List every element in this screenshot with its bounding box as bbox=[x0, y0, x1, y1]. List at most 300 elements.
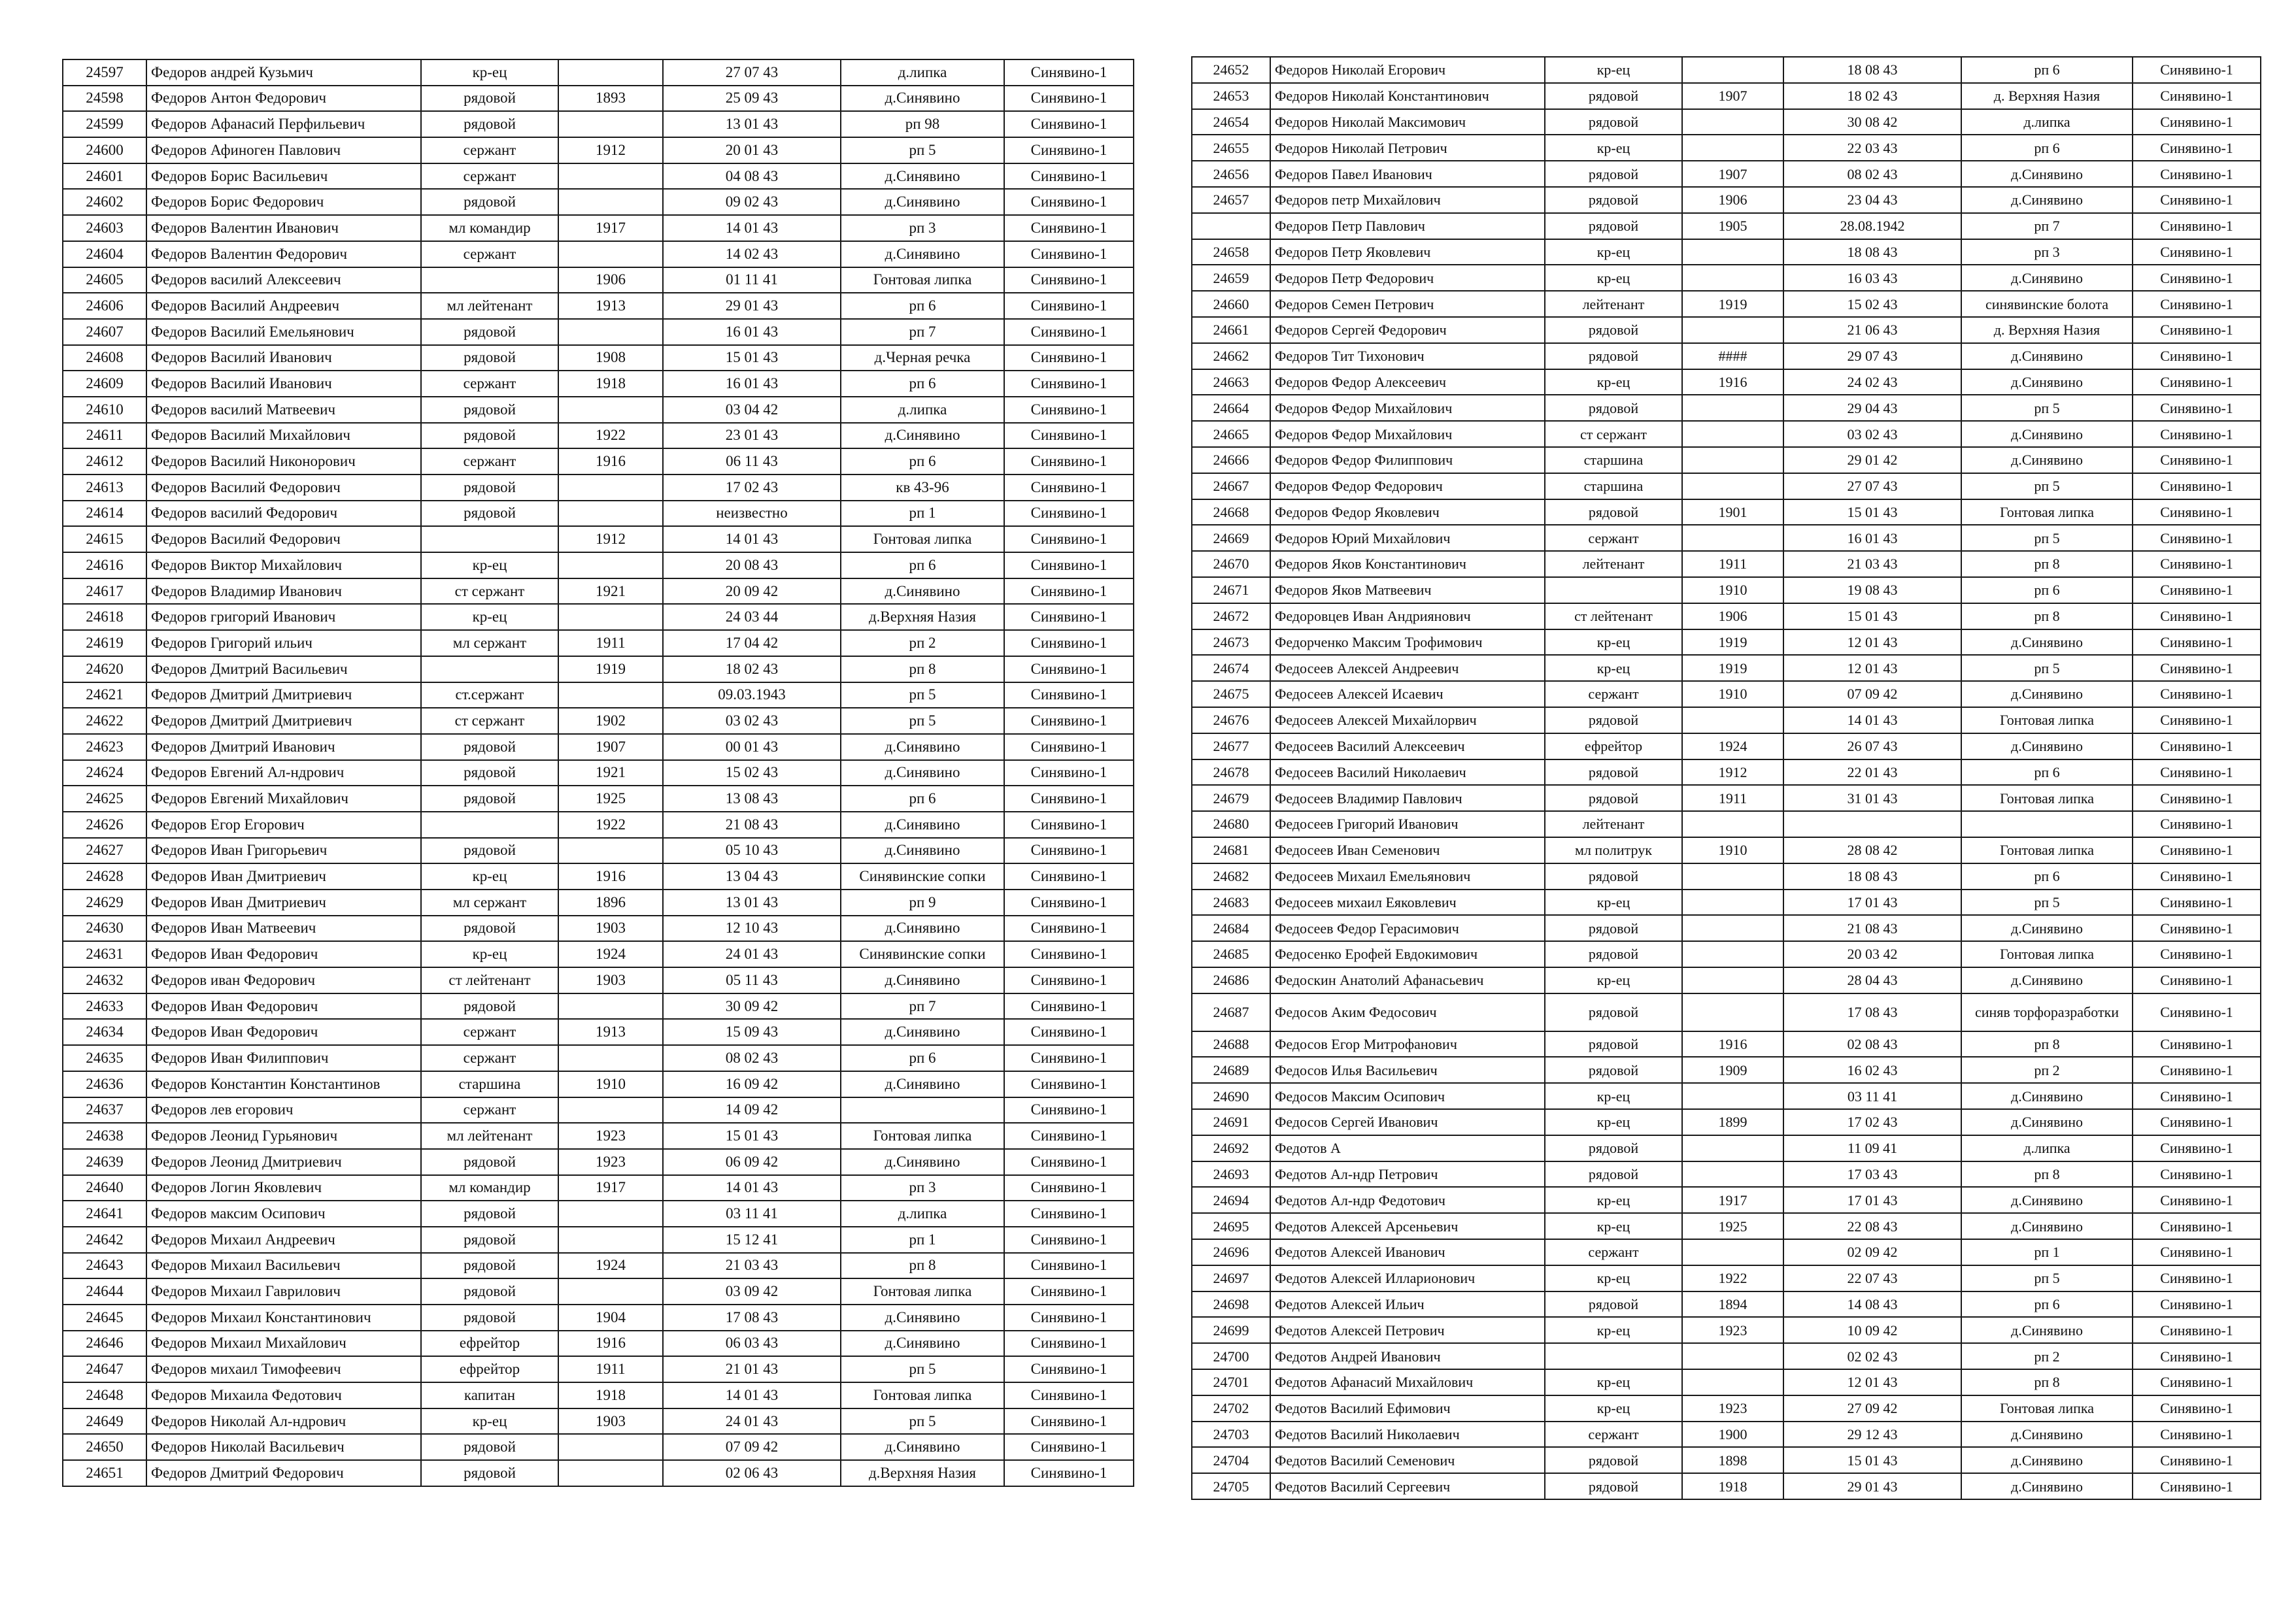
burial-place-cell: синявинские болота bbox=[1961, 291, 2133, 317]
table-row bbox=[1192, 863, 2261, 890]
burial-place-cell: д.Синявино bbox=[841, 1305, 1004, 1331]
table-row bbox=[1192, 395, 2261, 421]
table-row bbox=[63, 786, 1134, 812]
burial-place-cell: д.Синявино bbox=[1961, 369, 2133, 395]
table-row bbox=[1192, 1031, 2261, 1057]
full-name-cell: Федоров василий Алексеевич bbox=[146, 267, 421, 293]
birth-year-cell: 1919 bbox=[1682, 629, 1783, 656]
memorial-cell: Синявино-1 bbox=[2133, 369, 2261, 395]
record-number-cell: 24637 bbox=[63, 1097, 146, 1124]
death-date-cell: 15 01 43 bbox=[1783, 1447, 1961, 1473]
burial-place-cell: рп 5 bbox=[841, 137, 1004, 163]
birth-year-cell: 1907 bbox=[1682, 161, 1783, 187]
death-date-cell: 29 07 43 bbox=[1783, 343, 1961, 369]
birth-year-cell: 1910 bbox=[1682, 681, 1783, 707]
memorial-cell: Синявино-1 bbox=[1004, 916, 1134, 942]
full-name-cell: Федоров Егор Егорович bbox=[146, 812, 421, 838]
burial-place-cell: д. Верхняя Назия bbox=[1961, 83, 2133, 109]
burial-place-cell: рп 1 bbox=[1961, 1239, 2133, 1265]
birth-year-cell: 1911 bbox=[1682, 785, 1783, 811]
birth-year-cell bbox=[558, 552, 663, 578]
burial-place-cell: рп 3 bbox=[1961, 239, 2133, 265]
rank-cell: рядовой bbox=[421, 1278, 558, 1305]
full-name-cell: Федоров максим Осипович bbox=[146, 1201, 421, 1227]
table-row bbox=[63, 1149, 1134, 1175]
memorial-cell: Синявино-1 bbox=[2133, 1265, 2261, 1291]
burial-place-cell: д.Синявино bbox=[1961, 915, 2133, 941]
death-date-cell: 30 09 42 bbox=[663, 993, 841, 1020]
birth-year-cell bbox=[1682, 915, 1783, 941]
birth-year-cell bbox=[1682, 707, 1783, 733]
death-date-cell: 19 08 43 bbox=[1783, 577, 1961, 603]
death-date-cell: 18 02 43 bbox=[1783, 83, 1961, 109]
memorial-cell: Синявино-1 bbox=[1004, 345, 1134, 371]
birth-year-cell: 1917 bbox=[558, 1175, 663, 1201]
burial-place-cell: д.Синявино bbox=[1961, 733, 2133, 759]
full-name-cell: Федоров Василий Никонорович bbox=[146, 448, 421, 475]
table-row bbox=[63, 189, 1134, 215]
death-date-cell: 14 09 42 bbox=[663, 1097, 841, 1124]
birth-year-cell: #### bbox=[1682, 343, 1783, 369]
birth-year-cell: 1910 bbox=[558, 1071, 663, 1097]
rank-cell: мл лейтенант bbox=[421, 293, 558, 319]
memorial-cell: Синявино-1 bbox=[2133, 317, 2261, 343]
death-date-cell: 29 01 43 bbox=[1783, 1473, 1961, 1499]
table-row bbox=[63, 501, 1134, 527]
memorial-cell: Синявино-1 bbox=[2133, 733, 2261, 759]
rank-cell: кр-ец bbox=[421, 863, 558, 890]
table-row bbox=[63, 1227, 1134, 1253]
full-name-cell: Федоровцев Иван Андриянович bbox=[1270, 603, 1545, 629]
record-number-cell: 24635 bbox=[63, 1045, 146, 1071]
rank-cell: рядовой bbox=[421, 838, 558, 864]
table-row bbox=[63, 916, 1134, 942]
full-name-cell: Федорченко Максим Трофимович bbox=[1270, 629, 1545, 656]
birth-year-cell bbox=[558, 1201, 663, 1227]
burial-place-cell: д. Верхняя Назия bbox=[1961, 317, 2133, 343]
memorial-cell: Синявино-1 bbox=[2133, 239, 2261, 265]
death-date-cell: 21 08 43 bbox=[663, 812, 841, 838]
burial-place-cell: д.Верхняя Назия bbox=[841, 604, 1004, 630]
table-row bbox=[63, 812, 1134, 838]
rank-cell: сержант bbox=[421, 1019, 558, 1045]
full-name-cell: Федоров Семен Петрович bbox=[1270, 291, 1545, 317]
memorial-cell: Синявино-1 bbox=[2133, 993, 2261, 1031]
full-name-cell: Федоров Василий Федорович bbox=[146, 475, 421, 501]
rank-cell: рядовой bbox=[1545, 993, 1682, 1031]
birth-year-cell: 1924 bbox=[1682, 733, 1783, 759]
record-number-cell: 24607 bbox=[63, 319, 146, 345]
table-row bbox=[1192, 890, 2261, 916]
table-row bbox=[1192, 993, 2261, 1031]
rank-cell: лейтенант bbox=[1545, 551, 1682, 577]
record-number-cell: 24650 bbox=[63, 1434, 146, 1460]
full-name-cell: Федоров Федор Яковлевич bbox=[1270, 499, 1545, 525]
death-date-cell: 03 11 41 bbox=[663, 1201, 841, 1227]
memorial-cell: Синявино-1 bbox=[2133, 551, 2261, 577]
full-name-cell: Федосеев Алексей Андреевич bbox=[1270, 655, 1545, 681]
memorial-cell: Синявино-1 bbox=[2133, 759, 2261, 786]
burial-place-cell: д.липка bbox=[841, 397, 1004, 423]
burial-place-cell: рп 5 bbox=[841, 1356, 1004, 1382]
table-row bbox=[63, 371, 1134, 397]
death-date-cell: 07 09 42 bbox=[1783, 681, 1961, 707]
record-number-cell: 24647 bbox=[63, 1356, 146, 1382]
memorial-cell: Синявино-1 bbox=[1004, 1460, 1134, 1486]
memorial-cell: Синявино-1 bbox=[2133, 1213, 2261, 1239]
death-date-cell: 15 09 43 bbox=[663, 1019, 841, 1045]
memorial-cell: Синявино-1 bbox=[1004, 708, 1134, 734]
death-date-cell: 16 01 43 bbox=[1783, 525, 1961, 551]
burial-place-cell: д.Синявино bbox=[841, 1019, 1004, 1045]
rank-cell: рядовой bbox=[1545, 317, 1682, 343]
death-date-cell: 06 03 43 bbox=[663, 1331, 841, 1357]
table-row bbox=[1192, 83, 2261, 109]
table-row bbox=[1192, 681, 2261, 707]
birth-year-cell bbox=[1682, 993, 1783, 1031]
rank-cell: рядовой bbox=[1545, 395, 1682, 421]
memorial-cell: Синявино-1 bbox=[1004, 1434, 1134, 1460]
burial-place-cell: д.Синявино bbox=[1961, 681, 2133, 707]
memorial-cell: Синявино-1 bbox=[2133, 837, 2261, 863]
table-row bbox=[63, 241, 1134, 267]
memorial-cell: Синявино-1 bbox=[2133, 1447, 2261, 1473]
burial-place-cell: д.Синявино bbox=[1961, 343, 2133, 369]
memorial-cell: Синявино-1 bbox=[1004, 1356, 1134, 1382]
rank-cell: кр-ец bbox=[1545, 1083, 1682, 1109]
death-date-cell: 27 07 43 bbox=[663, 59, 841, 86]
birth-year-cell: 1916 bbox=[1682, 1031, 1783, 1057]
table-row bbox=[63, 578, 1134, 605]
memorial-cell: Синявино-1 bbox=[1004, 1019, 1134, 1045]
rank-cell: рядовой bbox=[421, 319, 558, 345]
record-number-cell: 24673 bbox=[1192, 629, 1270, 656]
birth-year-cell bbox=[558, 163, 663, 190]
rank-cell: кр-ец bbox=[421, 604, 558, 630]
memorial-cell: Синявино-1 bbox=[1004, 838, 1134, 864]
birth-year-cell: 1923 bbox=[558, 1149, 663, 1175]
birth-year-cell: 1921 bbox=[558, 578, 663, 605]
birth-year-cell: 1919 bbox=[558, 656, 663, 682]
death-date-cell: 03 04 42 bbox=[663, 397, 841, 423]
record-number-cell: 24631 bbox=[63, 941, 146, 967]
record-number-cell: 24653 bbox=[1192, 83, 1270, 109]
table-row bbox=[1192, 551, 2261, 577]
record-number-cell: 24666 bbox=[1192, 447, 1270, 473]
burial-place-cell: рп 3 bbox=[841, 1175, 1004, 1201]
full-name-cell: Федоров Михаила Федотович bbox=[146, 1382, 421, 1408]
full-name-cell: Федосеев Алексей Исаевич bbox=[1270, 681, 1545, 707]
death-date-cell: 17 02 43 bbox=[1783, 1109, 1961, 1135]
full-name-cell: Федоров Афанасий Перфильевич bbox=[146, 111, 421, 137]
rank-cell: рядовой bbox=[1545, 785, 1682, 811]
memorial-cell: Синявино-1 bbox=[2133, 447, 2261, 473]
death-date-cell: 03 11 41 bbox=[1783, 1083, 1961, 1109]
rank-cell: рядовой bbox=[1545, 109, 1682, 135]
burial-place-cell: рп 5 bbox=[1961, 655, 2133, 681]
rank-cell: рядовой bbox=[421, 1305, 558, 1331]
record-number-cell: 24676 bbox=[1192, 707, 1270, 733]
death-date-cell: 21 03 43 bbox=[663, 1253, 841, 1279]
death-date-cell: 13 04 43 bbox=[663, 863, 841, 890]
birth-year-cell: 1903 bbox=[558, 916, 663, 942]
table-row bbox=[1192, 941, 2261, 967]
record-number-cell: 24620 bbox=[63, 656, 146, 682]
memorial-cell: Синявино-1 bbox=[2133, 681, 2261, 707]
birth-year-cell bbox=[1682, 863, 1783, 890]
rank-cell: кр-ец bbox=[1545, 1395, 1682, 1422]
birth-year-cell: 1916 bbox=[558, 448, 663, 475]
record-number-cell: 24677 bbox=[1192, 733, 1270, 759]
table-row bbox=[63, 708, 1134, 734]
death-date-cell: 14 01 43 bbox=[663, 1175, 841, 1201]
death-date-cell: 29 01 43 bbox=[663, 293, 841, 319]
death-date-cell: 27 07 43 bbox=[1783, 473, 1961, 499]
full-name-cell: Федоров Владимир Иванович bbox=[146, 578, 421, 605]
burial-place-cell: д.липка bbox=[1961, 1135, 2133, 1161]
burial-place-cell: д.Синявино bbox=[841, 760, 1004, 786]
memorial-cell: Синявино-1 bbox=[2133, 890, 2261, 916]
table-row bbox=[63, 1356, 1134, 1382]
record-number-cell bbox=[1192, 213, 1270, 239]
burial-place-cell: рп 2 bbox=[1961, 1343, 2133, 1369]
death-date-cell: 20 01 43 bbox=[663, 137, 841, 163]
record-number-cell: 24689 bbox=[1192, 1057, 1270, 1083]
full-name-cell: Федоров Иван Дмитриевич bbox=[146, 863, 421, 890]
rank-cell: ст.сержант bbox=[421, 682, 558, 708]
record-number-cell: 24674 bbox=[1192, 655, 1270, 681]
memorial-cell: Синявино-1 bbox=[1004, 941, 1134, 967]
death-date-cell: 18 08 43 bbox=[1783, 239, 1961, 265]
memorial-cell: Синявино-1 bbox=[1004, 1278, 1134, 1305]
table-row bbox=[63, 552, 1134, 578]
memorial-cell: Синявино-1 bbox=[2133, 499, 2261, 525]
birth-year-cell bbox=[1682, 967, 1783, 993]
table-row bbox=[1192, 447, 2261, 473]
burial-place-cell: д.Синявино bbox=[841, 423, 1004, 449]
death-date-cell: 15 02 43 bbox=[663, 760, 841, 786]
death-date-cell: 12 01 43 bbox=[1783, 1369, 1961, 1395]
table-row bbox=[63, 423, 1134, 449]
record-number-cell: 24686 bbox=[1192, 967, 1270, 993]
burial-place-cell: рп 7 bbox=[841, 319, 1004, 345]
death-date-cell: неизвестно bbox=[663, 501, 841, 527]
burial-place-cell: Гонтовая липка bbox=[1961, 1395, 2133, 1422]
full-name-cell: Федоров Виктор Михайлович bbox=[146, 552, 421, 578]
death-date-cell: 16 02 43 bbox=[1783, 1057, 1961, 1083]
table-row bbox=[1192, 759, 2261, 786]
full-name-cell: Федоров Валентин Федорович bbox=[146, 241, 421, 267]
burial-place-cell: д.Синявино bbox=[1961, 1447, 2133, 1473]
record-number-cell: 24648 bbox=[63, 1382, 146, 1408]
memorial-cell: Синявино-1 bbox=[2133, 967, 2261, 993]
memorial-cell: Синявино-1 bbox=[1004, 1071, 1134, 1097]
full-name-cell: Федоров Иван Дмитриевич bbox=[146, 890, 421, 916]
burial-place-cell: рп 5 bbox=[1961, 473, 2133, 499]
table-row bbox=[1192, 1422, 2261, 1448]
record-number-cell: 24679 bbox=[1192, 785, 1270, 811]
burial-place-cell: д.Синявино bbox=[1961, 967, 2133, 993]
full-name-cell: Федотов Афанасий Михайлович bbox=[1270, 1369, 1545, 1395]
table-row bbox=[63, 941, 1134, 967]
rank-cell: кр-ец bbox=[1545, 57, 1682, 83]
record-number-cell: 24672 bbox=[1192, 603, 1270, 629]
full-name-cell: Федотов Василий Николаевич bbox=[1270, 1422, 1545, 1448]
full-name-cell: Федосеев михаил Еяковлевич bbox=[1270, 890, 1545, 916]
full-name-cell: Федоров Василий Михайлович bbox=[146, 423, 421, 449]
burial-place-cell: рп 8 bbox=[1961, 603, 2133, 629]
death-date-cell: 02 09 42 bbox=[1783, 1239, 1961, 1265]
full-name-cell: Федосеев Владимир Павлович bbox=[1270, 785, 1545, 811]
death-date-cell: 17 03 43 bbox=[1783, 1161, 1961, 1188]
memorial-cell: Синявино-1 bbox=[2133, 1083, 2261, 1109]
birth-year-cell: 1912 bbox=[558, 526, 663, 552]
rank-cell: кр-ец bbox=[1545, 967, 1682, 993]
table-row bbox=[63, 1305, 1134, 1331]
rank-cell: рядовой bbox=[1545, 1291, 1682, 1318]
rank-cell: старшина bbox=[1545, 473, 1682, 499]
burial-place-cell: рп 8 bbox=[1961, 1161, 2133, 1188]
record-number-cell: 24657 bbox=[1192, 187, 1270, 213]
full-name-cell: Федоров Валентин Иванович bbox=[146, 215, 421, 241]
burial-place-cell: рп 5 bbox=[1961, 395, 2133, 421]
rank-cell: рядовой bbox=[1545, 707, 1682, 733]
memorial-cell: Синявино-1 bbox=[2133, 1057, 2261, 1083]
record-number-cell: 24694 bbox=[1192, 1187, 1270, 1213]
full-name-cell: Федоров Николай Максимович bbox=[1270, 109, 1545, 135]
table-row bbox=[1192, 1291, 2261, 1318]
death-date-cell: 06 09 42 bbox=[663, 1149, 841, 1175]
memorial-cell: Синявино-1 bbox=[2133, 785, 2261, 811]
birth-year-cell bbox=[558, 111, 663, 137]
birth-year-cell bbox=[558, 838, 663, 864]
burial-place-cell: рп 5 bbox=[1961, 1265, 2133, 1291]
birth-year-cell: 1906 bbox=[1682, 187, 1783, 213]
memorial-cell: Синявино-1 bbox=[1004, 967, 1134, 993]
death-date-cell: 24 01 43 bbox=[663, 941, 841, 967]
memorial-cell: Синявино-1 bbox=[1004, 1227, 1134, 1253]
death-date-cell: 27 09 42 bbox=[1783, 1395, 1961, 1422]
rank-cell: кр-ец bbox=[1545, 890, 1682, 916]
birth-year-cell: 1906 bbox=[1682, 603, 1783, 629]
full-name-cell: Федоров петр Михайлович bbox=[1270, 187, 1545, 213]
record-number-cell: 24669 bbox=[1192, 525, 1270, 551]
full-name-cell: Федотов Ал-ндр Петрович bbox=[1270, 1161, 1545, 1188]
rank-cell: старшина bbox=[1545, 447, 1682, 473]
full-name-cell: Федосов Сергей Иванович bbox=[1270, 1109, 1545, 1135]
memorial-cell: Синявино-1 bbox=[1004, 526, 1134, 552]
memorial-cell: Синявино-1 bbox=[1004, 630, 1134, 656]
birth-year-cell bbox=[1682, 941, 1783, 967]
death-date-cell: 16 03 43 bbox=[1783, 265, 1961, 291]
table-row bbox=[1192, 57, 2261, 83]
death-date-cell: 10 09 42 bbox=[1783, 1317, 1961, 1343]
burial-place-cell: рп 5 bbox=[1961, 890, 2133, 916]
table-row bbox=[63, 59, 1134, 86]
memorial-cell: Синявино-1 bbox=[1004, 1408, 1134, 1435]
burial-place-cell: д.Синявино bbox=[1961, 1422, 2133, 1448]
full-name-cell: Федоров григорий Иванович bbox=[146, 604, 421, 630]
rank-cell: кр-ец bbox=[421, 59, 558, 86]
birth-year-cell: 1908 bbox=[558, 345, 663, 371]
death-date-cell: 15 01 43 bbox=[1783, 499, 1961, 525]
death-date-cell: 17 08 43 bbox=[663, 1305, 841, 1331]
rank-cell: рядовой bbox=[421, 345, 558, 371]
birth-year-cell bbox=[558, 1278, 663, 1305]
rank-cell: рядовой bbox=[421, 1227, 558, 1253]
death-date-cell: 21 01 43 bbox=[663, 1356, 841, 1382]
death-date-cell: 02 06 43 bbox=[663, 1460, 841, 1486]
death-date-cell: 14 01 43 bbox=[1783, 707, 1961, 733]
table-row bbox=[1192, 1395, 2261, 1422]
full-name-cell: Федоров Леонид Дмитриевич bbox=[146, 1149, 421, 1175]
burial-place-cell: рп 8 bbox=[841, 1253, 1004, 1279]
memorial-cell: Синявино-1 bbox=[2133, 421, 2261, 447]
burial-place-cell: рп 2 bbox=[1961, 1057, 2133, 1083]
rank-cell: рядовой bbox=[1545, 1057, 1682, 1083]
burial-place-cell: рп 5 bbox=[841, 708, 1004, 734]
burial-place-cell: рп 6 bbox=[841, 293, 1004, 319]
death-date-cell: 28.08.1942 bbox=[1783, 213, 1961, 239]
table-row bbox=[63, 863, 1134, 890]
death-date-cell: 22 08 43 bbox=[1783, 1213, 1961, 1239]
memorial-cell: Синявино-1 bbox=[2133, 1473, 2261, 1499]
record-number-cell: 24658 bbox=[1192, 239, 1270, 265]
record-number-cell: 24651 bbox=[63, 1460, 146, 1486]
rank-cell: сержант bbox=[421, 1045, 558, 1071]
death-date-cell: 20 09 42 bbox=[663, 578, 841, 605]
rank-cell: рядовой bbox=[421, 1149, 558, 1175]
memorial-cell: Синявино-1 bbox=[1004, 786, 1134, 812]
memorial-cell: Синявино-1 bbox=[1004, 423, 1134, 449]
full-name-cell: Федосеев Михаил Емельянович bbox=[1270, 863, 1545, 890]
full-name-cell: Федоров Яков Матвеевич bbox=[1270, 577, 1545, 603]
death-date-cell: 14 01 43 bbox=[663, 526, 841, 552]
death-date-cell: 26 07 43 bbox=[1783, 733, 1961, 759]
memorial-cell: Синявино-1 bbox=[2133, 707, 2261, 733]
table-row bbox=[1192, 317, 2261, 343]
birth-year-cell bbox=[1682, 57, 1783, 83]
record-number-cell: 24684 bbox=[1192, 915, 1270, 941]
rank-cell: сержант bbox=[421, 371, 558, 397]
table-row bbox=[63, 1175, 1134, 1201]
burial-place-cell: Гонтовая липка bbox=[1961, 785, 2133, 811]
birth-year-cell: 1899 bbox=[1682, 1109, 1783, 1135]
rank-cell: мл лейтенант bbox=[421, 1123, 558, 1149]
full-name-cell: Федоров Иван Григорьевич bbox=[146, 838, 421, 864]
record-number-cell: 24617 bbox=[63, 578, 146, 605]
memorial-cell: Синявино-1 bbox=[1004, 448, 1134, 475]
rank-cell: кр-ец bbox=[1545, 1265, 1682, 1291]
birth-year-cell: 1903 bbox=[558, 967, 663, 993]
full-name-cell: Федосов Максим Осипович bbox=[1270, 1083, 1545, 1109]
full-name-cell: Федотов Василий Ефимович bbox=[1270, 1395, 1545, 1422]
record-number-cell: 24678 bbox=[1192, 759, 1270, 786]
full-name-cell: Федоров Михаил Васильевич bbox=[146, 1253, 421, 1279]
record-number-cell: 24642 bbox=[63, 1227, 146, 1253]
table-row bbox=[63, 760, 1134, 786]
death-date-cell: 22 07 43 bbox=[1783, 1265, 1961, 1291]
birth-year-cell: 1922 bbox=[1682, 1265, 1783, 1291]
rank-cell: кр-ец bbox=[421, 941, 558, 967]
birth-year-cell: 1906 bbox=[558, 267, 663, 293]
burial-place-cell: Гонтовая липка bbox=[1961, 499, 2133, 525]
death-date-cell: 30 08 42 bbox=[1783, 109, 1961, 135]
full-name-cell: Федоров Евгений Михайлович bbox=[146, 786, 421, 812]
full-name-cell: Федоров Федор Михайлович bbox=[1270, 395, 1545, 421]
birth-year-cell: 1917 bbox=[1682, 1187, 1783, 1213]
full-name-cell: Федоров Федор Алексеевич bbox=[1270, 369, 1545, 395]
